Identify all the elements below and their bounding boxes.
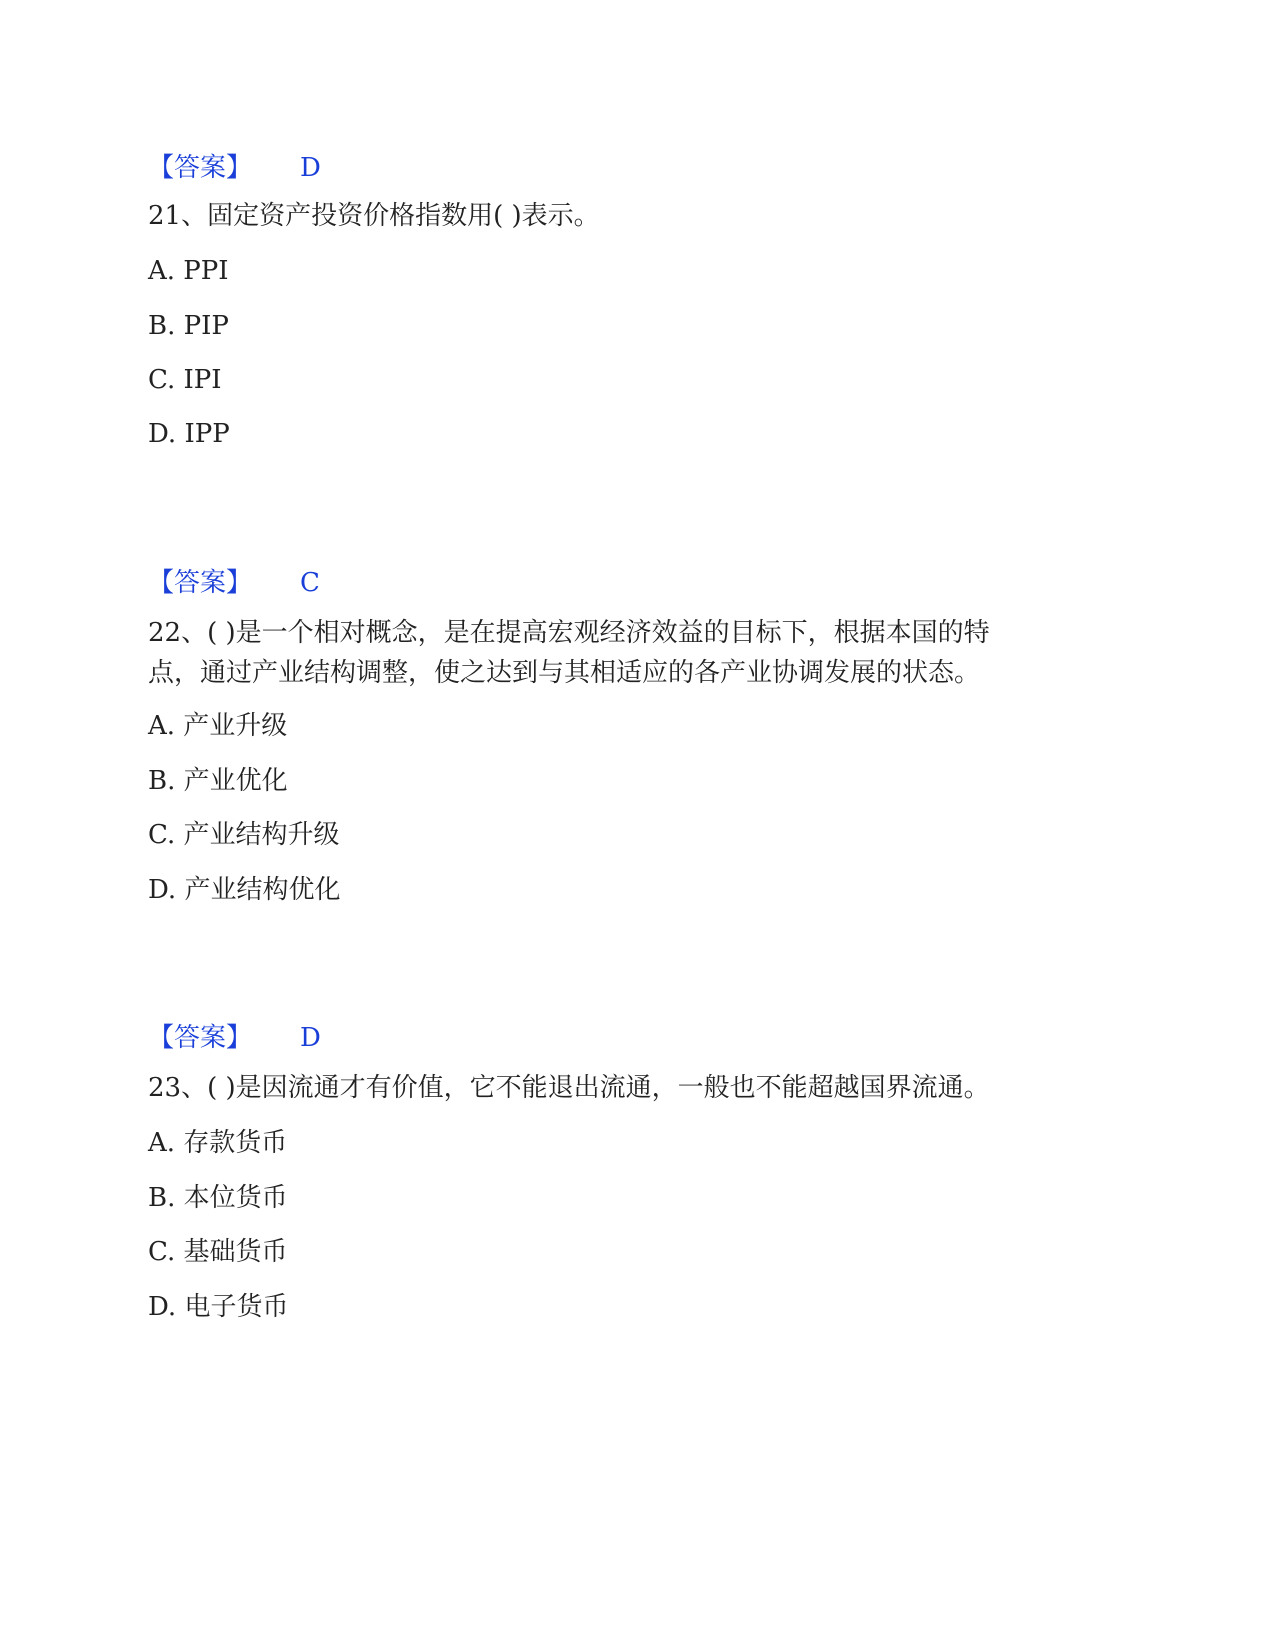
option-a: A. 产业升级	[148, 711, 288, 741]
question-text: 23、( )是因流通才有价值，它不能退出流通，一般也不能超越国界流通。	[148, 1073, 990, 1103]
option-c: C. IPI	[148, 365, 222, 395]
option-a: A. 存款货币	[148, 1128, 288, 1158]
answer-label: 【答案】	[148, 568, 253, 598]
option-b: B. 产业优化	[148, 766, 288, 796]
answer-label: 【答案】	[148, 153, 253, 183]
answer-line	[148, 148, 321, 188]
option-d: D. 产业结构优化	[148, 875, 341, 905]
option-d: D. 电子货币	[148, 1292, 289, 1322]
option-d: D. IPP	[148, 419, 230, 449]
option-b: B. PIP	[148, 311, 229, 341]
question-text-cont: 点，通过产业结构调整，使之达到与其相适应的各产业协调发展的状态。	[148, 658, 981, 688]
option-a: A. PPI	[148, 256, 229, 286]
option-c: C. 基础货币	[148, 1237, 288, 1267]
answer-label: 【答案】	[148, 1023, 253, 1053]
answer-line	[148, 1018, 321, 1058]
option-b: B. 本位货币	[148, 1183, 288, 1213]
answer-value: D	[300, 1023, 321, 1053]
answer-value: C	[300, 568, 320, 598]
answer-line	[148, 563, 320, 603]
question-text: 22、( )是一个相对概念，是在提高宏观经济效益的目标下，根据本国的特	[148, 618, 990, 648]
question-text: 21、固定资产投资价格指数用( )表示。	[148, 201, 600, 231]
option-c: C. 产业结构升级	[148, 820, 340, 850]
answer-value: D	[300, 153, 321, 183]
